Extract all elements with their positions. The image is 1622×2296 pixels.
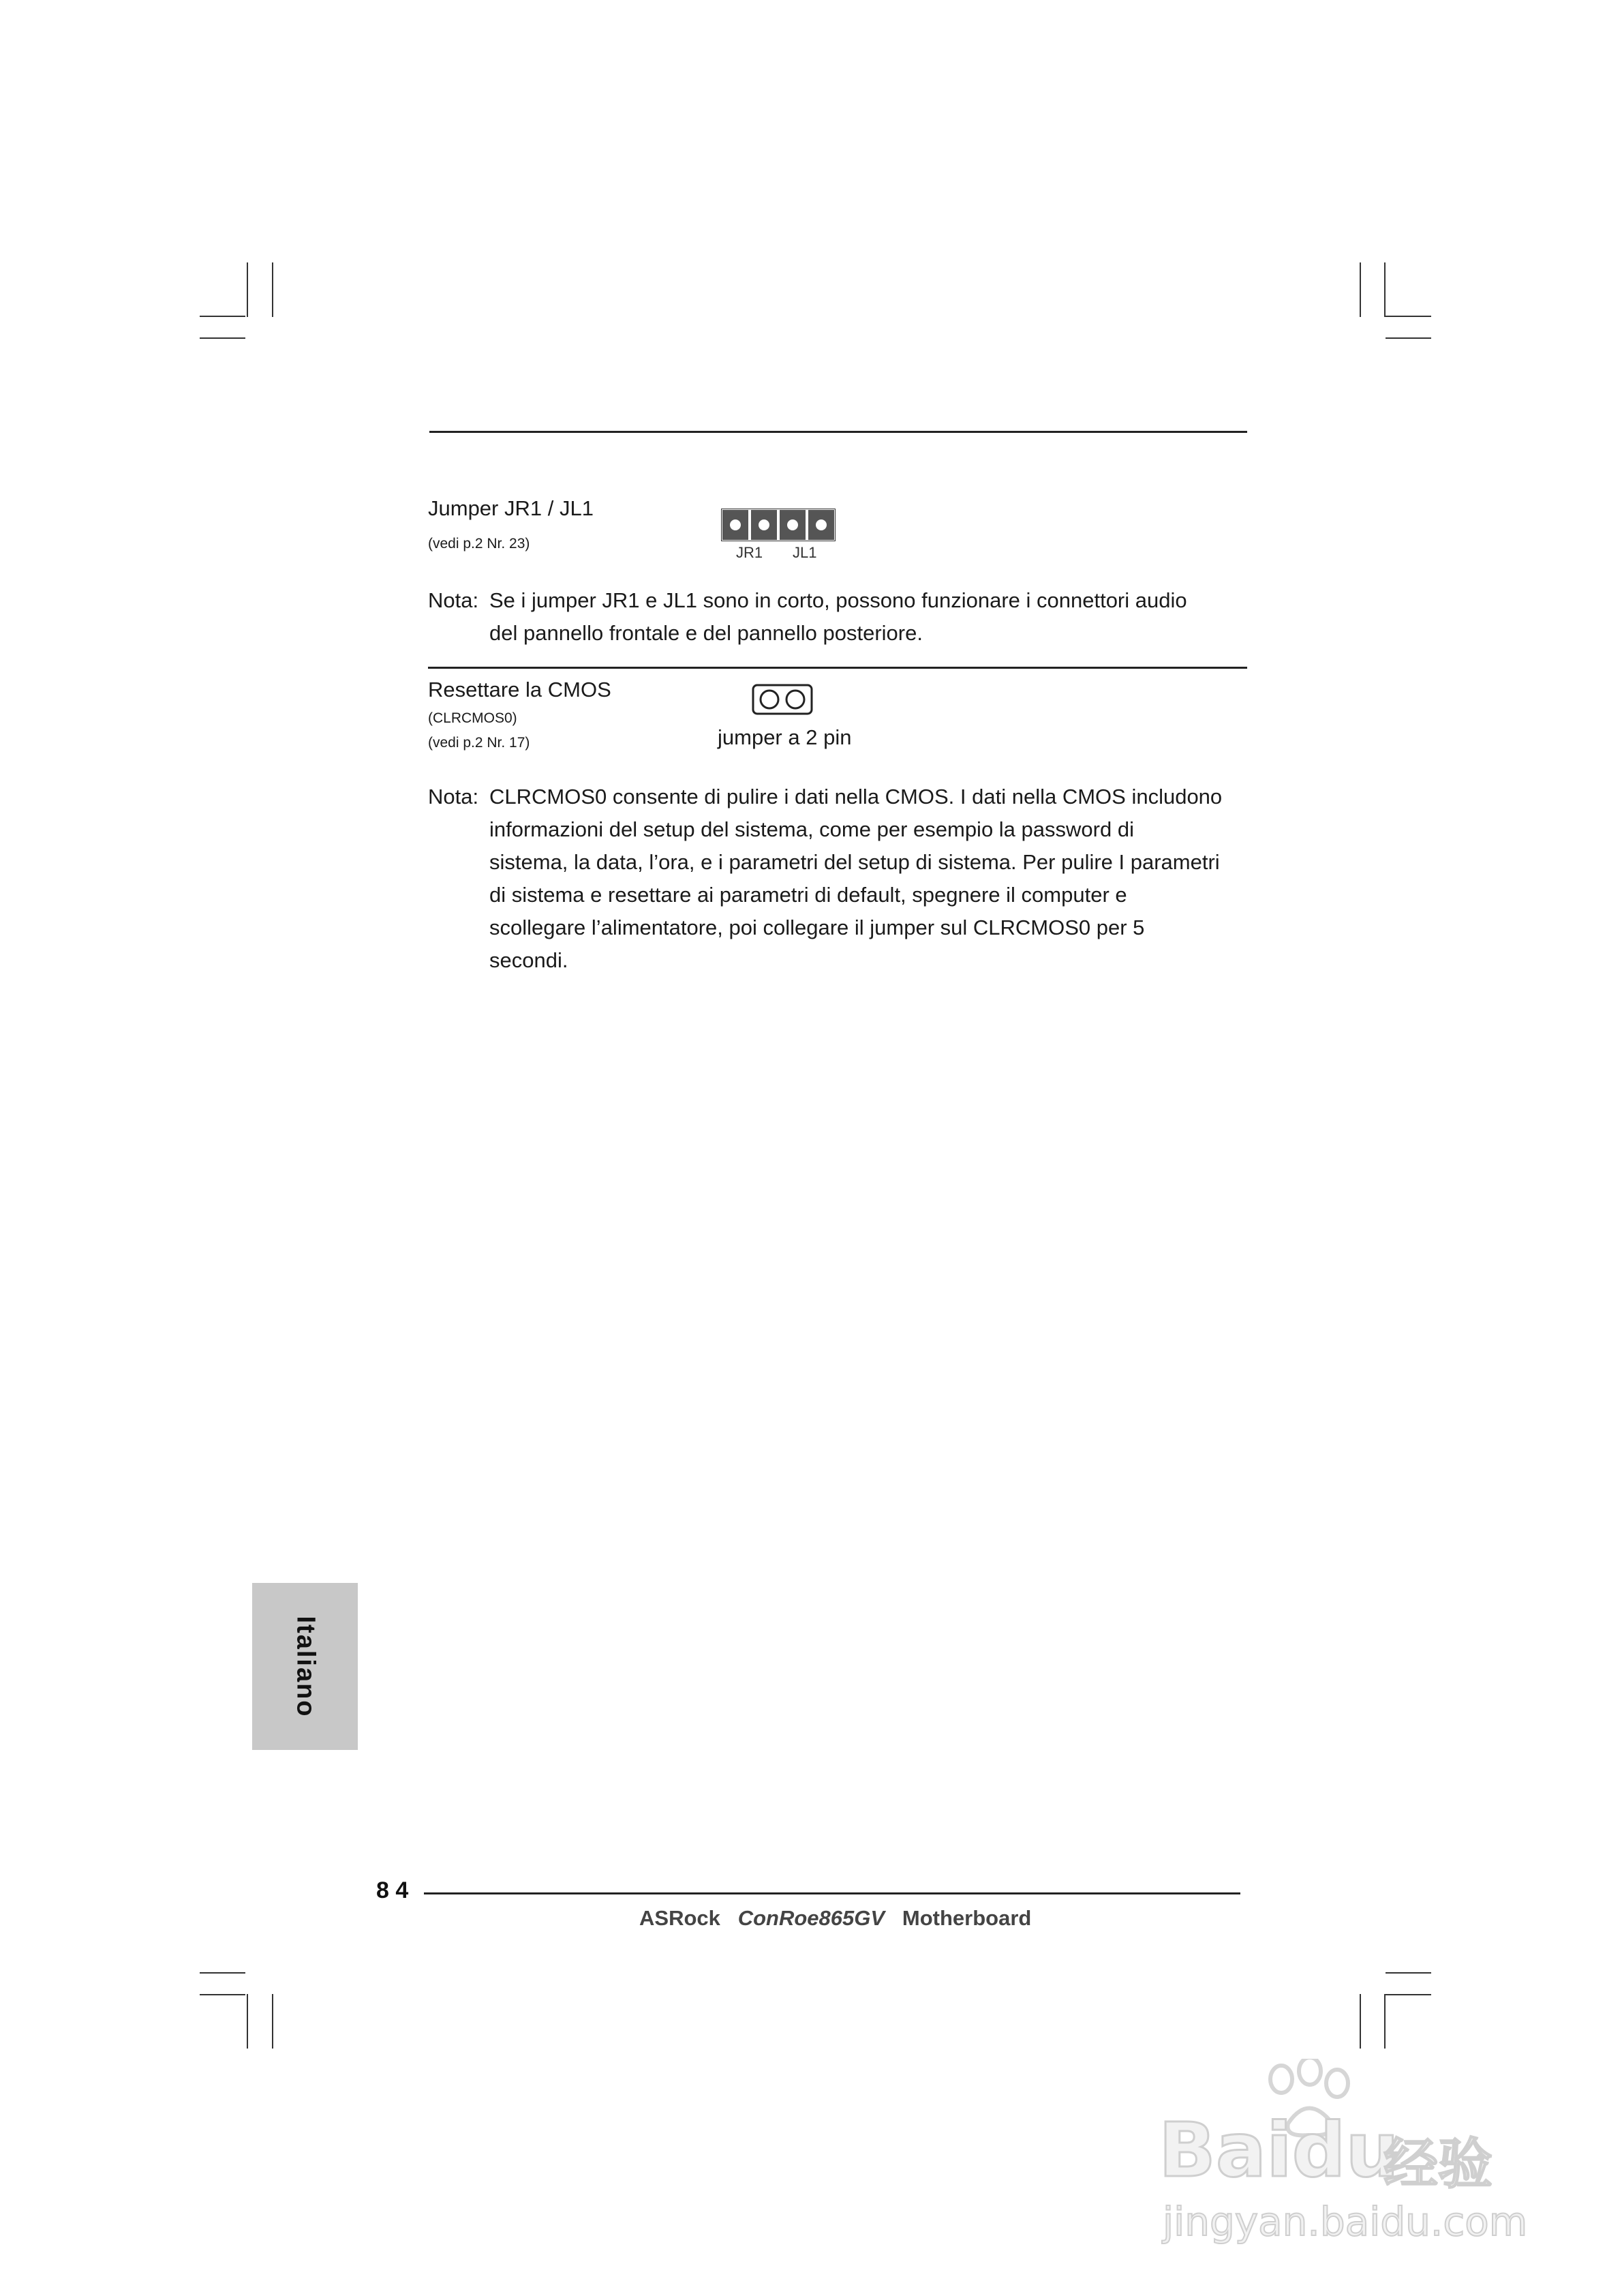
crop-mark <box>1384 262 1386 317</box>
footer-model-line <box>639 1906 1031 1931</box>
language-tab <box>252 1583 358 1750</box>
top-rule <box>429 431 1247 433</box>
crop-mark <box>1386 1972 1431 1974</box>
note-line: sistema, la data, l’ora, e i parametri del setup di sistema. Per pulire I parametri <box>489 850 1220 874</box>
watermark-logo-du: du <box>1291 2106 1399 2194</box>
note-line: secondi. <box>489 948 568 972</box>
watermark-logo-bai: Bai <box>1159 2106 1292 2194</box>
section-title-cmos: Resettare la CMOS <box>428 678 611 701</box>
section-sub: (CLRCMOS0) <box>428 710 517 726</box>
note-line: informazioni del setup del sistema, come per esempio la password di <box>489 817 1134 841</box>
crop-mark <box>1360 262 1361 317</box>
note-line: di sistema e resettare ai parametri di default, spegnere il computer e <box>489 883 1127 907</box>
footer-product: Motherboard <box>902 1906 1032 1930</box>
watermark-logo <box>1159 2106 1399 2194</box>
jumper-header-4pin-icon <box>721 509 836 541</box>
crop-mark <box>200 1994 245 1995</box>
crop-mark <box>247 1994 248 2049</box>
note-label: Nota: <box>428 785 479 809</box>
crop-mark <box>1386 1994 1431 1995</box>
crop-mark <box>272 262 273 317</box>
note-line: Se i jumper JR1 e JL1 sono in corto, possono funzionare i connettori audio <box>489 588 1187 612</box>
crop-mark <box>1386 316 1431 317</box>
language-tab-label: Italiano <box>291 1615 320 1718</box>
jumper-2pin-icon <box>752 684 813 715</box>
crop-mark <box>200 337 245 339</box>
footer-rule <box>424 1892 1240 1894</box>
page-number: 8 4 <box>376 1877 409 1903</box>
watermark-cn: 经验 <box>1383 2132 1493 2196</box>
crop-mark <box>200 316 245 317</box>
note-text <box>489 584 1253 650</box>
pin-label-jr1: JR1 <box>736 544 763 561</box>
crop-mark <box>272 1994 273 2049</box>
note-line: del pannello frontale e del pannello posteriore. <box>489 621 923 645</box>
crop-mark <box>247 262 248 317</box>
note-label: Nota: <box>428 588 479 612</box>
footer-brand: ASRock <box>639 1906 720 1930</box>
section-title-jumper: Jumper JR1 / JL1 <box>428 496 594 520</box>
watermark <box>1159 2059 1540 2263</box>
section-ref: (vedi p.2 Nr. 23) <box>428 536 530 552</box>
jumper-2pin <box>752 684 813 715</box>
footer-model: ConRoe865GV <box>737 1906 885 1930</box>
crop-mark <box>1360 1994 1361 2049</box>
jumper-caption: jumper a 2 pin <box>718 725 852 749</box>
note-line: CLRCMOS0 consente di pulire i dati nella CMOS. I dati nella CMOS includono <box>489 785 1223 809</box>
watermark-url: jingyan.baidu.com <box>1163 2199 1528 2245</box>
note-line: scollegare l’alimentatore, poi collegare il jumper sul CLRCMOS0 per 5 <box>489 916 1145 939</box>
crop-mark <box>1386 337 1431 339</box>
section-divider <box>428 667 1247 669</box>
jumper-header-4pin <box>721 509 836 541</box>
crop-mark <box>200 1972 245 1974</box>
pin-label-jl1: JL1 <box>793 544 817 561</box>
note-text <box>489 781 1253 977</box>
crop-mark <box>1384 1994 1386 2049</box>
section-ref: (vedi p.2 Nr. 17) <box>428 735 530 751</box>
